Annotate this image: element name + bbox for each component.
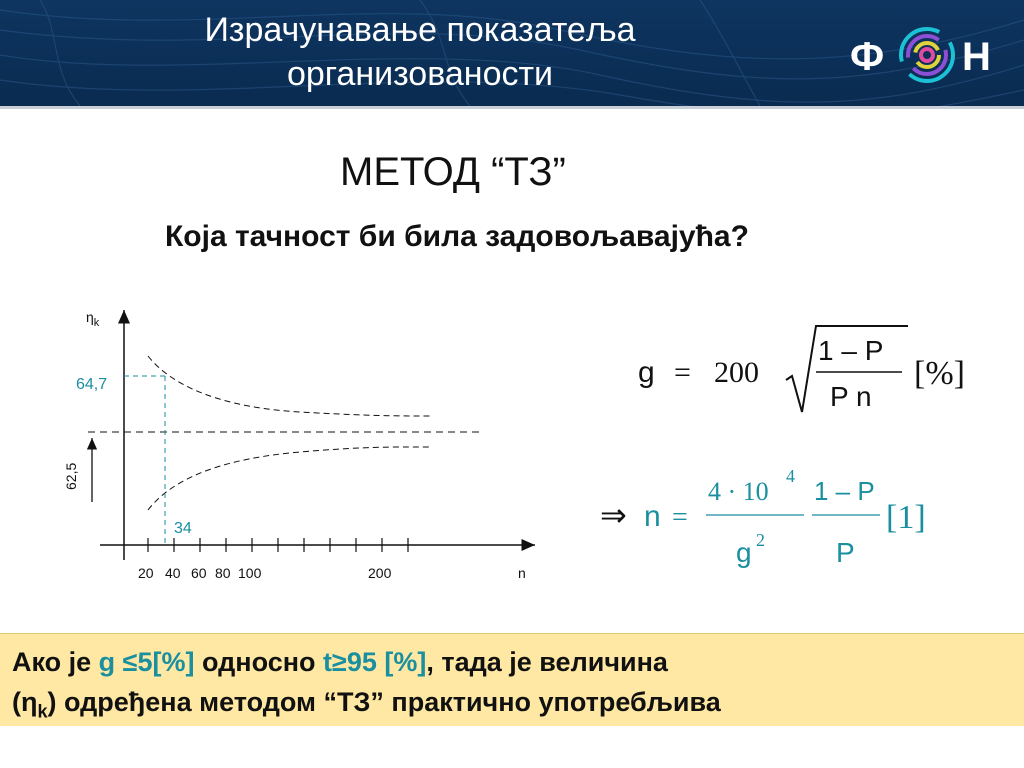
conclusion-box: [0, 633, 1024, 726]
formula-g-eq: =: [674, 356, 691, 389]
logo-letter-left: Ф: [850, 35, 885, 79]
conclusion-line1: Ако је g ≤5[%] односно t≥95 [%], тада је величина: [12, 647, 668, 677]
formula-g-lhs: g: [638, 356, 655, 389]
label-34: 34: [174, 520, 192, 537]
x-axis-label: n: [518, 565, 526, 581]
x-tick-40: 40: [165, 565, 181, 581]
x-tick-20: 20: [138, 565, 154, 581]
logo-letter-right: Н: [962, 35, 991, 79]
fon-logo: [850, 24, 1000, 86]
label-62-5: 62,5: [63, 462, 79, 490]
x-tick-80: 80: [215, 565, 231, 581]
upper-bound-curve: [148, 356, 432, 416]
formula-n-den1: g: [736, 537, 752, 568]
label-64-7: 64,7: [76, 376, 108, 393]
formula-n-num1: 4 · 10: [708, 477, 769, 506]
x-tick-200: 200: [368, 565, 392, 581]
formula-n-den2: P: [836, 537, 855, 568]
slide-title-line2: организованости: [286, 55, 554, 93]
logo-rings-icon: [901, 29, 953, 81]
formula-n-num2: 1 – P: [814, 476, 875, 506]
formula-n-unit: [1]: [886, 499, 926, 536]
header-divider: [0, 106, 1024, 109]
formula-g-numerator: 1 – P: [818, 335, 884, 366]
formula-g-coef: 200: [714, 356, 759, 389]
x-tick-labels: [138, 565, 392, 581]
condition-g: g ≤5[%]: [98, 647, 195, 677]
formula-n-num1-exp: 4: [786, 466, 795, 486]
formula-n-den1-exp: 2: [756, 530, 765, 550]
formula-g: [630, 320, 990, 430]
condition-t: t≥95 [%]: [323, 647, 427, 677]
formula-g-denominator: P n: [830, 381, 872, 412]
implies-arrow-icon: ⇒: [600, 497, 627, 533]
formula-g-unit: [%]: [914, 355, 965, 392]
slide-title: [120, 8, 720, 96]
lower-bound-curve: [148, 447, 432, 510]
x-tick-60: 60: [191, 565, 207, 581]
conclusion-line2: $(\eta_k)$ одређена методом “ТЗ” практично употребљива: [12, 687, 721, 722]
method-title: МЕТОД “ТЗ”: [340, 150, 566, 194]
formula-n: [600, 460, 940, 580]
accuracy-diagram: [0, 290, 560, 590]
formula-n-lhs: n: [644, 500, 661, 533]
question-text: Која тачност би била задовољавајућа?: [165, 220, 749, 253]
x-tick-100: 100: [238, 565, 262, 581]
formula-n-eq: =: [672, 502, 688, 533]
header-banner: [0, 0, 1024, 106]
y-axis-label: $\eta_k$: [86, 309, 100, 329]
slide-title-line1: Израчунавање показатеља: [204, 11, 636, 49]
